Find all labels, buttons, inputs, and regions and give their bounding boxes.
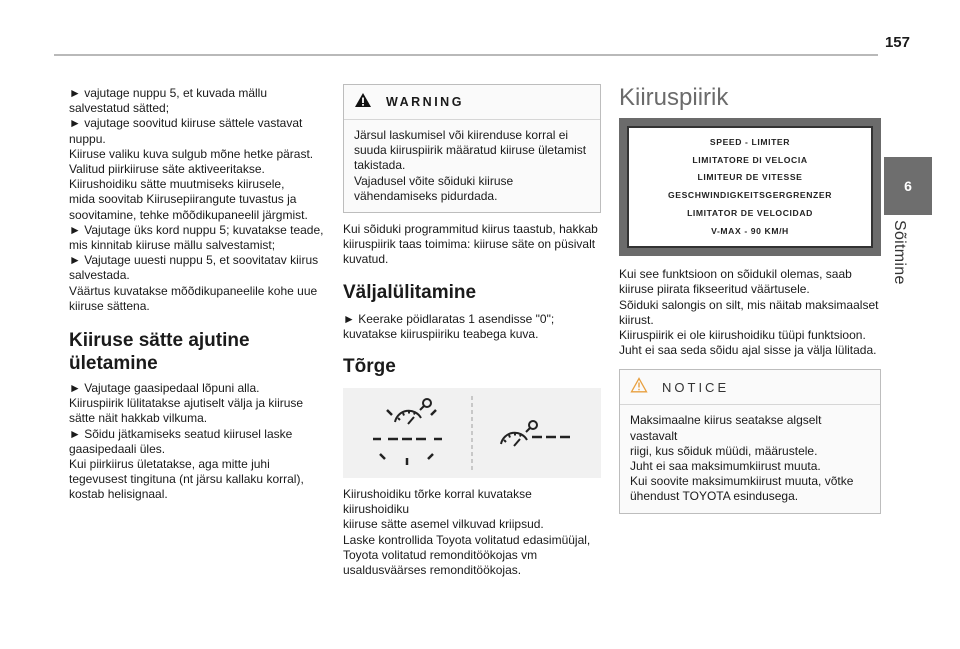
section-heading-off: Väljalülitamine: [343, 281, 477, 303]
text-line: salvestatud sätted;: [69, 101, 170, 116]
text-line: Kui piirkiirus ületatakse, aga mitte juhi: [69, 457, 270, 472]
text-line: vähendamiseks pidurdada.: [354, 188, 498, 203]
notice-body: [620, 405, 880, 512]
text-line: Kui soovite maksimumkiirust muuta, võtke: [630, 474, 854, 489]
text-line: ► vajutage soovitud kiiruse sättele vastavat: [69, 116, 303, 131]
warning-box: [343, 84, 601, 213]
text-line: kuvatud.: [343, 252, 389, 267]
text-line: Sõiduki salongis on silt, mis näitab maksimaalset: [619, 297, 879, 312]
warning-header: [344, 85, 600, 120]
text-line: ühendust TOYOTA esindusega.: [630, 489, 799, 504]
text-line: usaldusväärses remonditöökojas.: [343, 563, 522, 578]
section-heading-fault: Tõrge: [343, 356, 396, 378]
sign-line: LIMITEUR DE VITESSE: [697, 172, 803, 183]
sign-line: SPEED - LIMITER: [709, 137, 791, 147]
text-line: kostab helisignaal.: [69, 487, 168, 502]
text-line: kiiruse piirata fikseeritud väärtusele.: [619, 282, 810, 297]
text-line: kiiruse sätte asemel vilkuvad kriipsud.: [343, 517, 544, 532]
text-line: Juht ei saa seda sõidu ajal sisse ja välja lülitada.: [619, 343, 877, 358]
notice-title: NOTICE: [662, 379, 730, 395]
chapter-tab[interactable]: 6: [884, 157, 932, 215]
speed-limiter-label: [627, 126, 873, 248]
notice-box: [619, 369, 881, 513]
text-line: mis kinnitab kiiruse mällu salvestamist;: [69, 238, 276, 253]
text-line: ► Vajutage üks kord nuppu 5; kuvatakse teade,: [69, 222, 324, 237]
text-line: ► Vajutage gaasipedaal lõpuni alla.: [69, 381, 260, 396]
column-2: [343, 84, 601, 578]
text-line: riigi, kus sõiduk müüdi, määrustele.: [630, 443, 818, 458]
text-line: ► vajutage nuppu 5, et kuvada mällu: [69, 86, 268, 100]
text-line: Vajadusel võite sõiduki kiiruse: [354, 173, 514, 188]
text-line: Kui see funktsioon on sõidukil olemas, saab: [619, 267, 852, 282]
text-line: Kui sõiduki programmitud kiirus taastub, hakkab: [343, 222, 598, 237]
blinking-dashes-icon: [343, 388, 601, 478]
speed-limiter-label-image: [619, 118, 881, 256]
text-line: Kiirushoidiku tõrke korral kuvatakse kiirushoidiku: [343, 487, 532, 517]
sign-line: LIMITATORE DI VELOCIA: [692, 154, 808, 165]
text-line: tegevusest tingituna (nt järsu kallaku korral),: [69, 472, 304, 487]
header-rule: [54, 54, 878, 56]
warning-body: [344, 120, 600, 212]
section-heading-limiter: Kiiruspiirik: [619, 84, 729, 111]
page-number: 157: [884, 34, 910, 51]
text-line: Kiiruspiirik lülitatakse ajutiselt välja ja kiiruse: [69, 396, 304, 411]
text-line: kiirust.: [619, 312, 654, 327]
section-heading-override: Kiiruse sätte ajutine: [69, 330, 250, 352]
text-line: takistada.: [354, 158, 406, 173]
warning-title: WARNING: [386, 95, 464, 109]
text-line: kuvatakse kiiruspiiriku teabega kuva.: [343, 326, 539, 341]
text-line: Kiirushoidiku sätte muutmiseks kiirusele,: [69, 177, 285, 192]
text-line: Väärtus kuvatakse mõõdikupaneelile kohe uue: [69, 283, 318, 298]
notice-header: [620, 370, 880, 405]
notice-icon: [630, 377, 648, 398]
text-line: Valitud piirkiiruse säte aktiveeritakse.: [69, 162, 265, 177]
text-line: kiiruse sättena.: [69, 298, 150, 313]
text-line: Juht ei saa maksimumkiirust muuta.: [630, 459, 821, 474]
text-line: ► Keerake pöidlaratas 1 asendisse "0";: [343, 311, 555, 326]
text-line: Laske kontrollida Toyota volitatud edasimüüjal,: [343, 532, 591, 547]
text-line: mida soovitab Kiirusepiirangute tuvastus ja: [69, 192, 297, 207]
sign-line: LIMITATOR DE VELOCIDAD: [687, 207, 813, 218]
text-line: gaasipedaali üles.: [69, 441, 166, 456]
col1-text-2: [69, 381, 324, 503]
fault-illustration: [343, 388, 601, 478]
column-1: [69, 86, 324, 503]
sign-line: GESCHWINDIGKEITSGERGRENZER: [667, 190, 833, 201]
text-line: Toyota volitatud remonditöökojas vm: [343, 547, 538, 562]
text-line: sätte näit hakkab vilkuma.: [69, 411, 208, 426]
column-3: [619, 84, 881, 514]
chapter-title: Sõitmine: [891, 220, 908, 285]
text-line: salvestada.: [69, 268, 130, 283]
text-line: Maksimaalne kiirus seatakse algselt vastavalt: [630, 413, 822, 443]
text-line: Kiiruse valiku kuva sulgub mõne hetke pärast.: [69, 146, 314, 161]
text-line: ► Sõidu jätkamiseks seatud kiirusel laske: [69, 426, 293, 441]
text-line: soovitamine, tehke mõõdikupaneelil järgmist.: [69, 207, 308, 222]
text-line: ► Vajutage uuesti nuppu 5, et soovitatav kiirus: [69, 253, 319, 268]
sign-line: V-MAX - 90 KM/H: [711, 225, 789, 236]
text-line: suuda kiiruspiirik määratud kiiruse ületamist: [354, 143, 587, 158]
warning-icon: [354, 92, 372, 113]
text-line: Kiiruspiirik ei ole kiirushoidiku tüüpi funktsioon.: [619, 328, 866, 343]
col1-text: [69, 86, 324, 314]
section-heading-override-2: ületamine: [69, 353, 158, 375]
text-line: Järsul laskumisel või kiirenduse korral ei: [354, 128, 569, 142]
text-line: nuppu.: [69, 131, 106, 146]
text-line: kiiruspiirik taas toimima: kiiruse säte on püsivalt: [343, 237, 596, 252]
